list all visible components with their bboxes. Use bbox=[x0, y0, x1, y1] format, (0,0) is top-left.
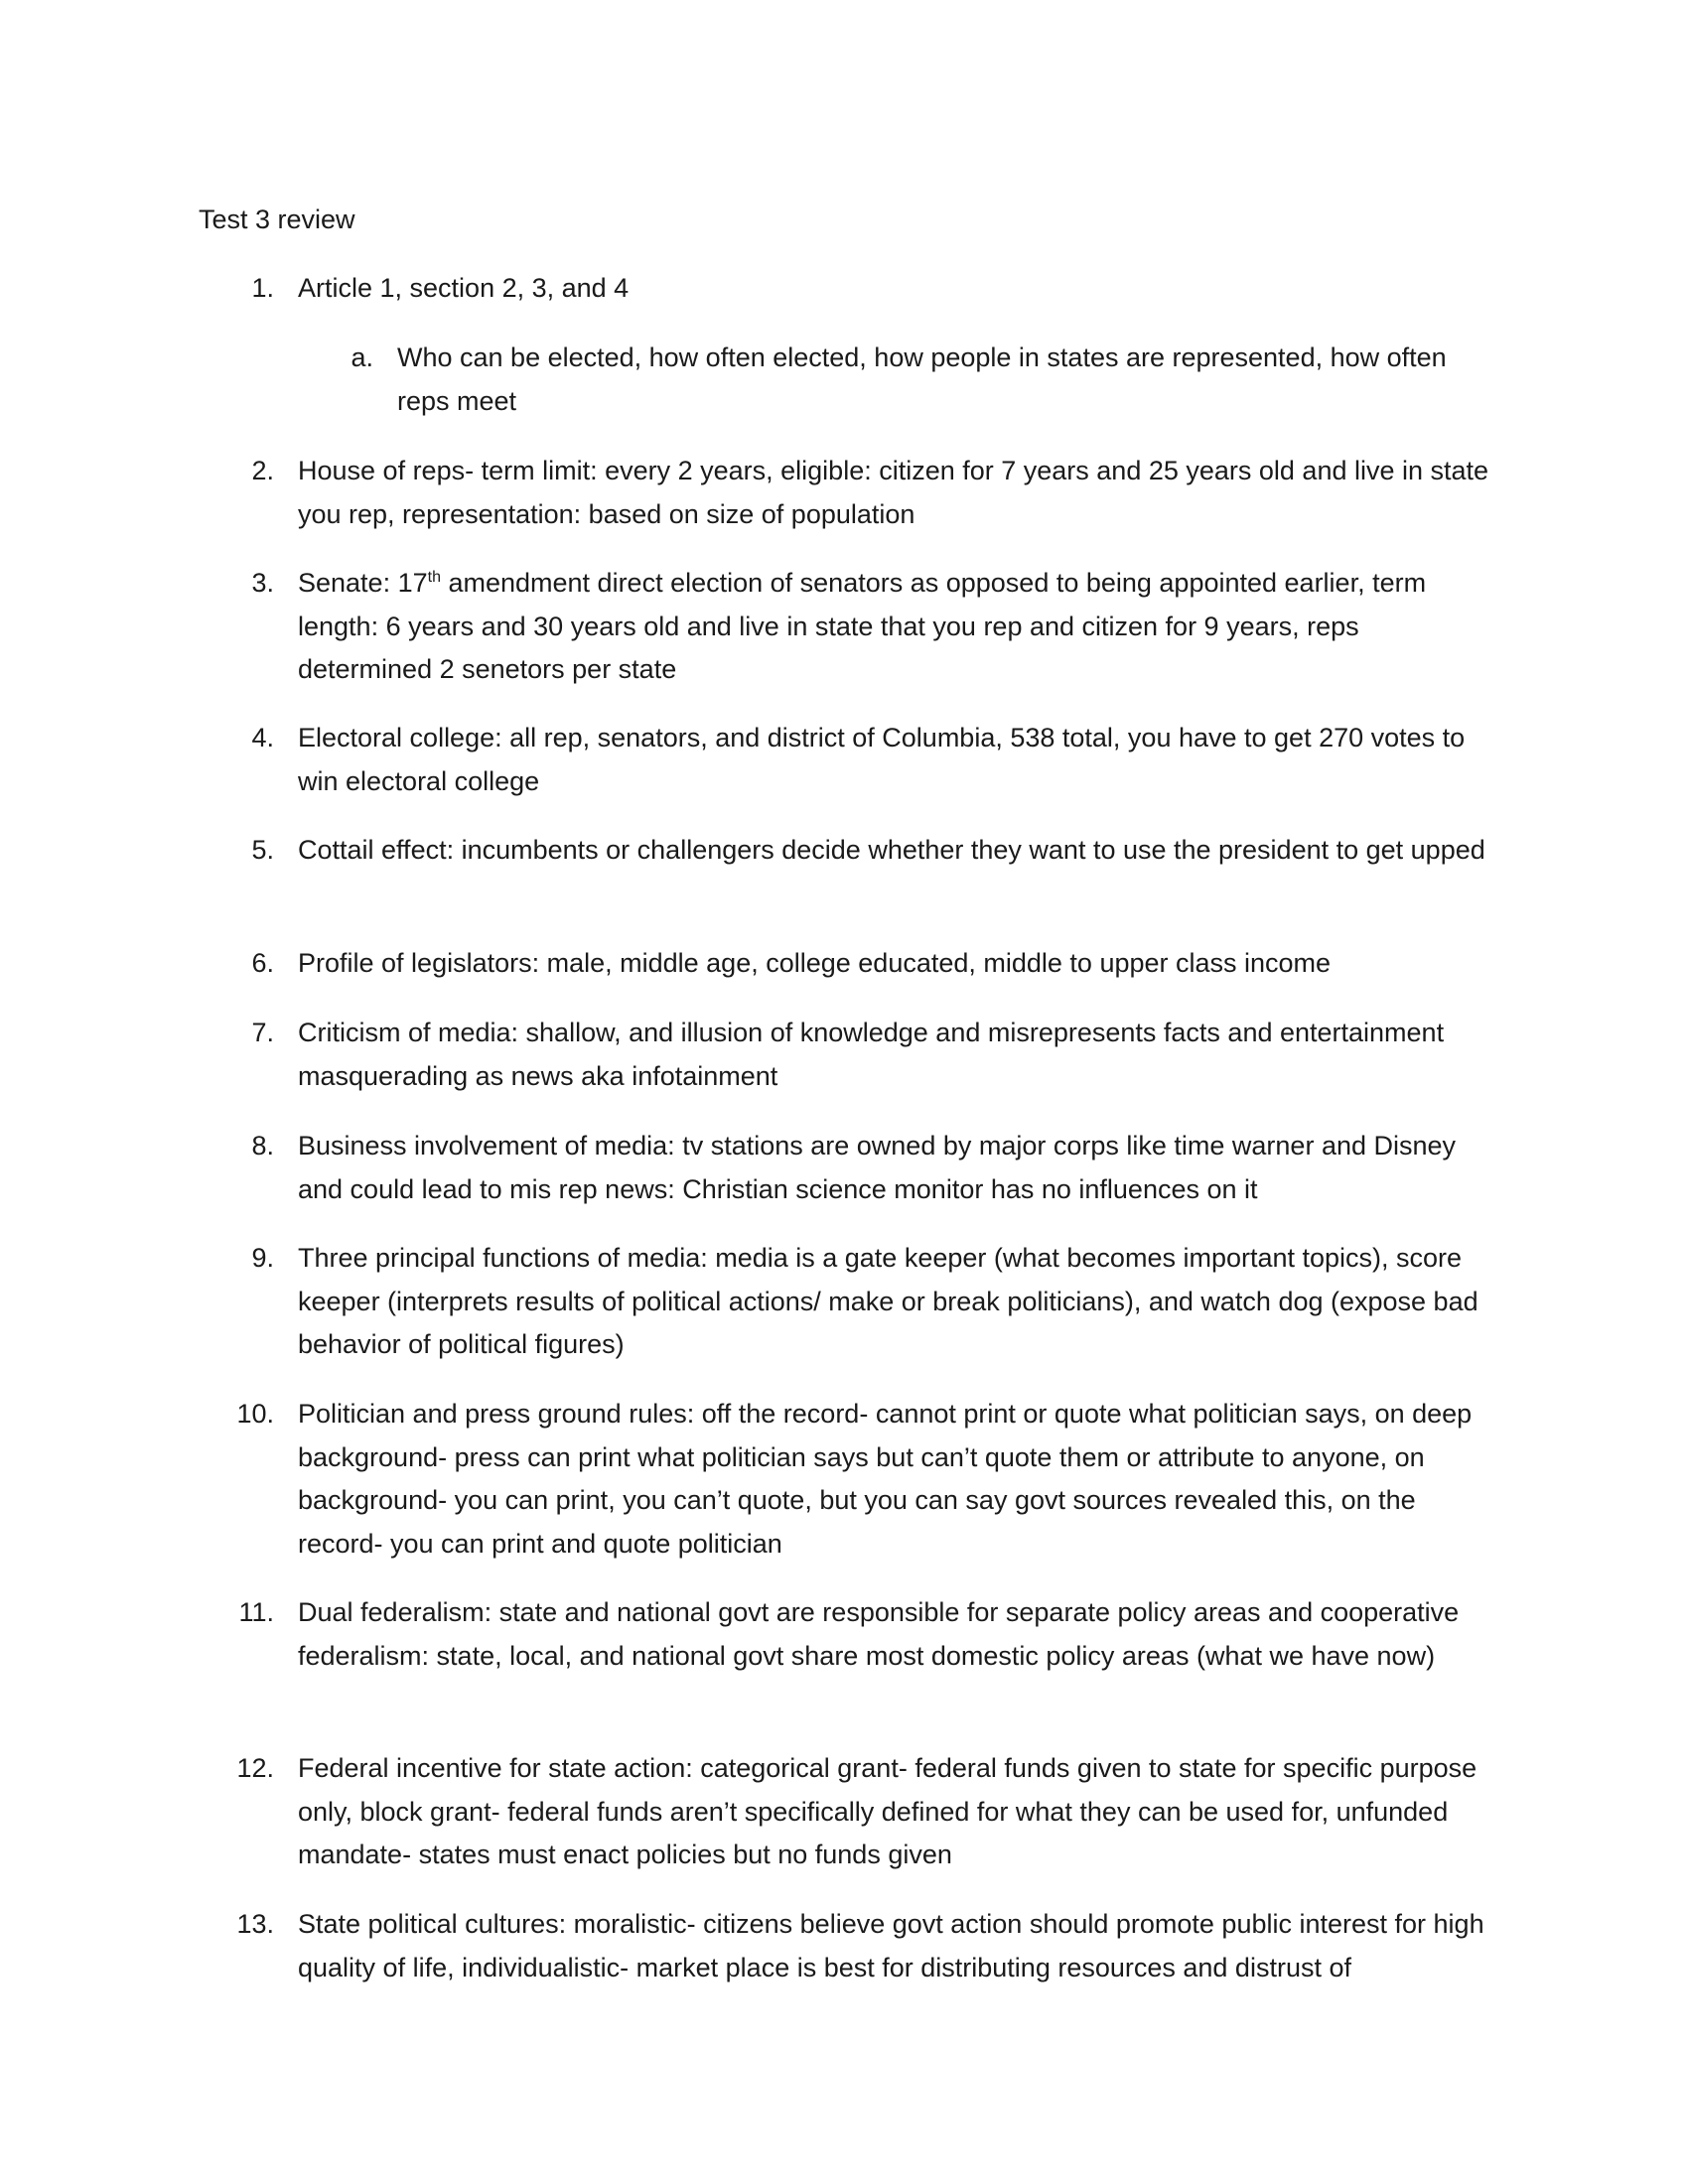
list-item-number: 11. bbox=[238, 1597, 274, 1627]
list-item-text: Business involvement of media: tv stations are owned by major corps like time warner and Disney and could lead to mis rep news: Christian science monitor has no influences on it bbox=[298, 1131, 1457, 1204]
list-item-text: State political cultures: moralistic- citizens believe govt action should promote public interest for high quality of life, individualistic- market place is best for distributing resources and distrust of bbox=[298, 1909, 1484, 1982]
list-item-number: 9. bbox=[251, 1243, 274, 1273]
list-item-number: 6. bbox=[251, 948, 274, 978]
list-item-number: 13. bbox=[236, 1909, 274, 1939]
sub-list-item-text: Who can be elected, how often elected, how people in states are represented, how often reps meet bbox=[397, 342, 1447, 416]
list-item-text: Dual federalism: state and national govt are responsible for separate policy areas and cooperative federalism: state, local, and national govt share most domestic policy areas (what we have now) bbox=[298, 1597, 1460, 1671]
list-item-text bbox=[298, 562, 1494, 692]
list-item-text-end: amendment direct election of senators as opposed to being appointed earlier, term length: 6 years and 30 years old and live in state that you rep and citizen for 9 years, reps determined 2 senetors per state bbox=[298, 568, 1427, 684]
list-item-text: Profile of legislators: male, middle age, college educated, middle to upper class income bbox=[298, 948, 1332, 978]
list-item-number: 4. bbox=[251, 723, 274, 752]
list-item-number: 3. bbox=[251, 568, 274, 598]
list-item-number: 8. bbox=[251, 1131, 274, 1160]
list-item-number: 10. bbox=[236, 1399, 274, 1429]
list-item-text: Politician and press ground rules: off the record- cannot print or quote what politician says, on deep background- press can print what politician says but can’t quote them or attribute to anyone, on background- you can print, you can’t quote, but you can say govt sources revealed this, on the record- you can print and quote politician bbox=[298, 1399, 1473, 1559]
sub-list-item-letter: a. bbox=[351, 342, 373, 372]
list-item-number: 1. bbox=[251, 273, 274, 303]
list-item-text: Criticism of media: shallow, and illusion of knowledge and misrepresents facts and entertainment masquerading as news aka infotainment bbox=[298, 1018, 1445, 1091]
list-item-text: Article 1, section 2, 3, and 4 bbox=[298, 273, 630, 303]
document-title: Test 3 review bbox=[199, 205, 355, 234]
ordinal-superscript: th bbox=[427, 569, 441, 586]
list-item-text: House of reps- term limit: every 2 years, eligible: citizen for 7 years and 25 years old and live in state you rep, representation: based on size of population bbox=[298, 456, 1489, 529]
list-item-text: Federal incentive for state action: categorical grant- federal funds given to state for specific purpose only, block grant- federal funds aren’t specifically defined for what they can be used for, unfunded mandate- states must enact policies but no funds given bbox=[298, 1753, 1477, 1869]
list-item-number: 7. bbox=[251, 1018, 274, 1047]
list-item-text-start: Senate: 17 bbox=[298, 568, 428, 598]
list-item-text: Cottail effect: incumbents or challengers decide whether they want to use the president to get upped bbox=[298, 835, 1485, 865]
list-item-text: Three principal functions of media: media is a gate keeper (what becomes important topics), score keeper (interprets results of political actions/ make or break politicians), and watch dog (expose bad behavior of political figures) bbox=[298, 1243, 1478, 1359]
list-item-text: Electoral college: all rep, senators, and district of Columbia, 538 total, you have to get 270 votes to win electoral college bbox=[298, 723, 1466, 796]
list-item-number: 5. bbox=[251, 835, 274, 865]
list-item-number: 12. bbox=[236, 1753, 274, 1783]
list-item-number: 2. bbox=[251, 456, 274, 485]
